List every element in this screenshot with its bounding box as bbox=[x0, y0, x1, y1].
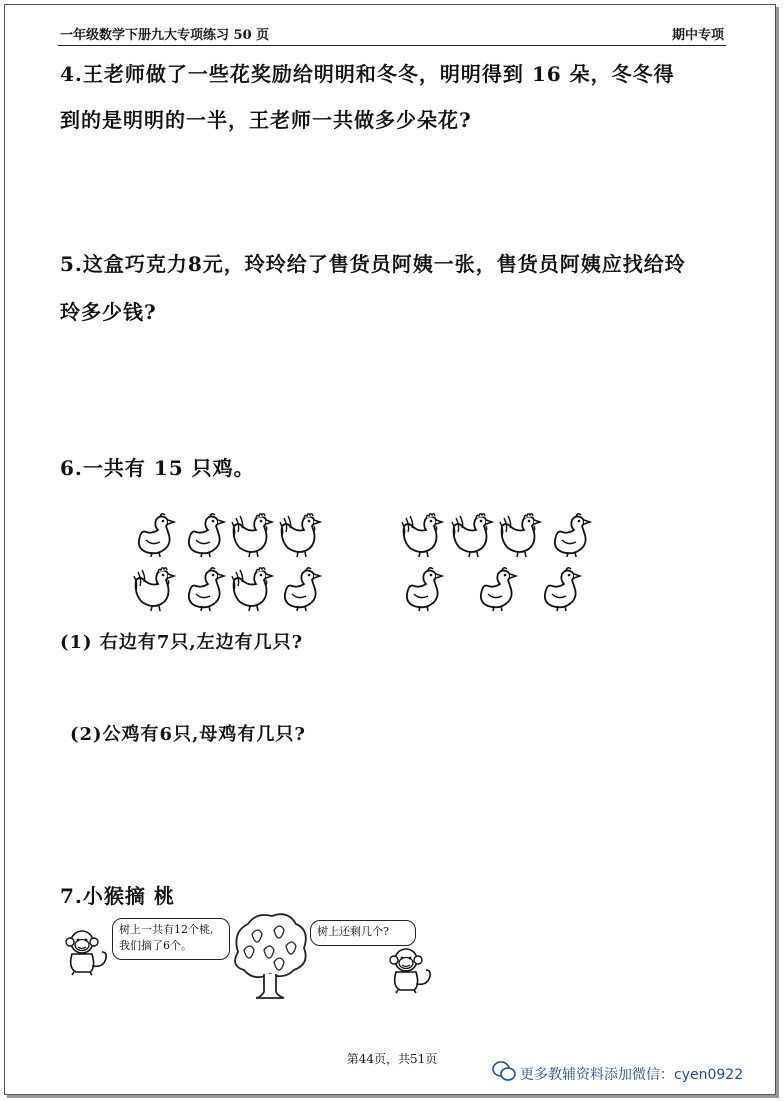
question-5-line-2: 玲多少钱? bbox=[60, 300, 157, 324]
hen-icon bbox=[548, 512, 594, 558]
page-number: 第44页，共51页 bbox=[346, 1052, 438, 1066]
question-6-part-2: (2)公鸡有6只,母鸡有几只? bbox=[70, 724, 306, 745]
question-4-line-1: 4.王老师做了一些花奖励给明明和冬冬，明明得到 16 朵，冬冬得 bbox=[60, 62, 675, 86]
hen-icon bbox=[182, 512, 228, 558]
monkey-icon bbox=[384, 946, 434, 994]
header-title: 一年级数学下册九大专项练习 50 页 bbox=[60, 28, 270, 43]
rooster-icon bbox=[230, 566, 276, 612]
bubble-left-line-2: 我们摘了6个。 bbox=[119, 939, 192, 952]
rooster-icon bbox=[400, 512, 446, 558]
question-4-line-2: 到的是明明的一半，王老师一共做多少朵花? bbox=[60, 108, 472, 132]
header-rule bbox=[58, 45, 726, 46]
hen-icon bbox=[278, 566, 324, 612]
question-5-line-1: 5.这盒巧克力8元，玲玲给了售货员阿姨一张，售货员阿姨应找给玲 bbox=[60, 252, 686, 276]
question-7-title: 7.小猴摘 桃 bbox=[60, 884, 175, 908]
speech-bubble-right: 树上还剩几个? bbox=[310, 920, 416, 946]
header-section: 期中专项 bbox=[671, 28, 724, 43]
monkey-icon bbox=[60, 928, 110, 976]
rooster-icon bbox=[132, 566, 178, 612]
speech-bubble-left bbox=[112, 918, 230, 960]
bubble-left-line-1: 树上一共有12个桃, bbox=[119, 923, 214, 936]
hen-icon bbox=[538, 566, 584, 612]
rooster-icon bbox=[450, 512, 496, 558]
peach-tree-icon bbox=[230, 912, 310, 1000]
wechat-icon bbox=[492, 1060, 516, 1082]
hen-icon bbox=[400, 566, 446, 612]
rooster-icon bbox=[230, 512, 276, 558]
rooster-icon bbox=[278, 512, 324, 558]
question-6-part-1: (1) 右边有7只,左边有几只? bbox=[60, 632, 304, 653]
hen-icon bbox=[182, 566, 228, 612]
question-6-title: 6.一共有 15 只鸡。 bbox=[60, 456, 255, 480]
hen-icon bbox=[132, 512, 178, 558]
hen-icon bbox=[474, 566, 520, 612]
rooster-icon bbox=[498, 512, 544, 558]
watermark-text: 更多教辅资料添加微信：cyen0922 bbox=[520, 1067, 744, 1083]
